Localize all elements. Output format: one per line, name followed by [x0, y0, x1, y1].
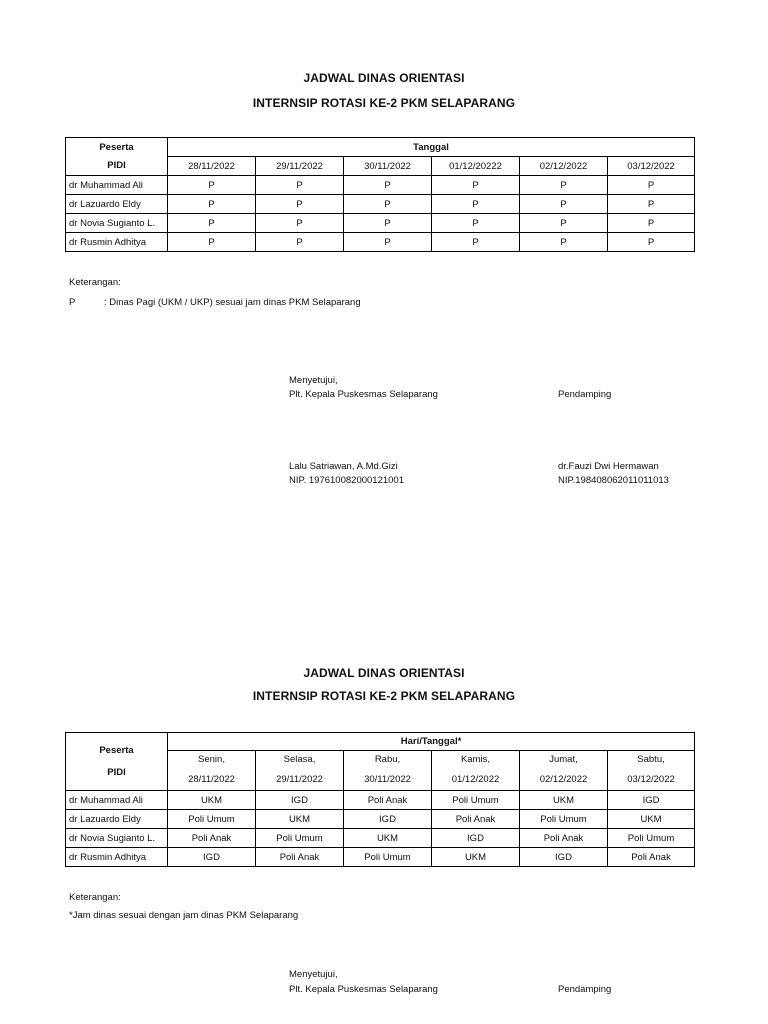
- peserta-header: Peserta: [99, 744, 134, 756]
- date-header: 02/12/2022: [520, 157, 608, 176]
- date-header: 01/12/2022: [432, 769, 520, 791]
- day-header: Kamis,: [432, 751, 520, 769]
- day-header: Jumat,: [520, 751, 608, 769]
- unit-cell: IGD: [344, 810, 432, 829]
- approve-role: Plt. Kepala Puskesmas Selaparang: [289, 389, 438, 400]
- participant-name: dr Lazuardo Eldy: [66, 195, 168, 214]
- unit-cell: Poli Umum: [168, 810, 256, 829]
- date-header: 28/11/2022: [168, 769, 256, 791]
- date-header: 02/12/2022: [520, 769, 608, 791]
- unit-cell: Poli Anak: [256, 848, 344, 867]
- signer2-nip: NIP.198408062011011013: [558, 475, 669, 486]
- doc2-title-line1: JADWAL DINAS ORIENTASI: [303, 666, 465, 680]
- shift-cell: P: [608, 176, 695, 195]
- doc1-title-line2: INTERNSIP ROTASI KE-2 PKM SELAPARANG: [252, 96, 516, 110]
- note-text: *Jam dinas sesuai dengan jam dinas PKM Selaparang: [69, 910, 299, 921]
- participant-name: dr Rusmin Adhitya: [66, 848, 168, 867]
- day-header: Sabtu,: [608, 751, 695, 769]
- unit-cell: UKM: [520, 791, 608, 810]
- doc1-title-line1: JADWAL DINAS ORIENTASI: [303, 71, 465, 85]
- unit-cell: Poli Anak: [168, 829, 256, 848]
- tanggal-header: Tanggal: [168, 138, 695, 157]
- shift-cell: P: [520, 176, 608, 195]
- unit-cell: Poli Anak: [520, 829, 608, 848]
- table-row: [66, 195, 695, 214]
- unit-cell: Poli Umum: [608, 829, 695, 848]
- legend-text: : Dinas Pagi (UKM / UKP) sesuai jam dinas PKM Selaparang: [104, 297, 361, 308]
- shift-cell: P: [520, 195, 608, 214]
- shift-cell: P: [608, 214, 695, 233]
- signer2-name: dr.Fauzi Dwi Hermawan: [558, 461, 659, 472]
- signer1-name: Lalu Satriawan, A.Md.Gizi: [289, 461, 398, 472]
- shift-cell: P: [168, 214, 256, 233]
- shift-cell: P: [344, 176, 432, 195]
- shift-cell: P: [344, 195, 432, 214]
- doc2-title-line2: INTERNSIP ROTASI KE-2 PKM SELAPARANG: [252, 689, 516, 703]
- hari-tanggal-header: Hari/Tanggal*: [168, 733, 695, 751]
- date-header: 29/11/2022: [256, 157, 344, 176]
- unit-cell: UKM: [432, 848, 520, 867]
- shift-cell: P: [608, 195, 695, 214]
- keterangan-label: Keterangan:: [69, 277, 121, 288]
- approve-label: Menyetujui,: [289, 969, 338, 980]
- legend-key: P: [69, 297, 76, 308]
- participant-name: dr Novia Sugianto L.: [66, 829, 168, 848]
- day-header: Selasa,: [256, 751, 344, 769]
- shift-cell: P: [520, 214, 608, 233]
- pidi-header: PIDI: [107, 766, 126, 778]
- participant-name: dr Muhammad Ali: [66, 791, 168, 810]
- shift-cell: P: [256, 214, 344, 233]
- participant-name: dr Novia Sugianto L.: [66, 214, 168, 233]
- unit-cell: UKM: [608, 810, 695, 829]
- date-header: 28/11/2022: [168, 157, 256, 176]
- doc2-schedule-table: [65, 732, 695, 867]
- unit-cell: UKM: [256, 810, 344, 829]
- doc1-schedule-table: [65, 137, 695, 252]
- unit-cell: Poli Umum: [520, 810, 608, 829]
- unit-cell: Poli Umum: [256, 829, 344, 848]
- day-header: Rabu,: [344, 751, 432, 769]
- shift-cell: P: [520, 233, 608, 252]
- unit-cell: IGD: [168, 848, 256, 867]
- unit-cell: IGD: [432, 829, 520, 848]
- table-row: [66, 829, 695, 848]
- shift-cell: P: [608, 233, 695, 252]
- shift-cell: P: [344, 233, 432, 252]
- table-row: [66, 848, 695, 867]
- date-header: 03/12/2022: [608, 769, 695, 791]
- unit-cell: IGD: [256, 791, 344, 810]
- approve-label: Menyetujui,: [289, 375, 338, 386]
- unit-cell: Poli Anak: [432, 810, 520, 829]
- shift-cell: P: [168, 195, 256, 214]
- shift-cell: P: [432, 176, 520, 195]
- unit-cell: UKM: [168, 791, 256, 810]
- date-header: 01/12/20222: [432, 157, 520, 176]
- shift-cell: P: [168, 176, 256, 195]
- unit-cell: IGD: [520, 848, 608, 867]
- keterangan-label: Keterangan:: [69, 892, 121, 903]
- shift-cell: P: [256, 176, 344, 195]
- participant-name: dr Muhammad Ali: [66, 176, 168, 195]
- shift-cell: P: [256, 195, 344, 214]
- table-row: [66, 791, 695, 810]
- unit-cell: Poli Anak: [608, 848, 695, 867]
- peserta-header: Peserta: [66, 138, 168, 157]
- unit-cell: Poli Umum: [344, 848, 432, 867]
- shift-cell: P: [168, 233, 256, 252]
- unit-cell: Poli Umum: [432, 791, 520, 810]
- approve-role: Plt. Kepala Puskesmas Selaparang: [289, 984, 438, 995]
- pidi-header: PIDI: [66, 157, 168, 176]
- shift-cell: P: [344, 214, 432, 233]
- table-row: [66, 176, 695, 195]
- shift-cell: P: [432, 214, 520, 233]
- signer1-nip: NIP. 197610082000121001: [289, 475, 404, 486]
- shift-cell: P: [432, 195, 520, 214]
- date-header: 30/11/2022: [344, 157, 432, 176]
- table-row: [66, 214, 695, 233]
- date-header: 30/11/2022: [344, 769, 432, 791]
- date-header: 03/12/2022: [608, 157, 695, 176]
- peserta-pidi-header: [66, 733, 168, 791]
- participant-name: dr Rusmin Adhitya: [66, 233, 168, 252]
- companion-label: Pendamping: [558, 984, 612, 995]
- unit-cell: Poli Anak: [344, 791, 432, 810]
- participant-name: dr Lazuardo Eldy: [66, 810, 168, 829]
- day-header: Senin,: [168, 751, 256, 769]
- shift-cell: P: [432, 233, 520, 252]
- table-row: [66, 810, 695, 829]
- shift-cell: P: [256, 233, 344, 252]
- unit-cell: IGD: [608, 791, 695, 810]
- table-row: [66, 233, 695, 252]
- unit-cell: UKM: [344, 829, 432, 848]
- companion-label: Pendamping: [558, 389, 612, 400]
- date-header: 29/11/2022: [256, 769, 344, 791]
